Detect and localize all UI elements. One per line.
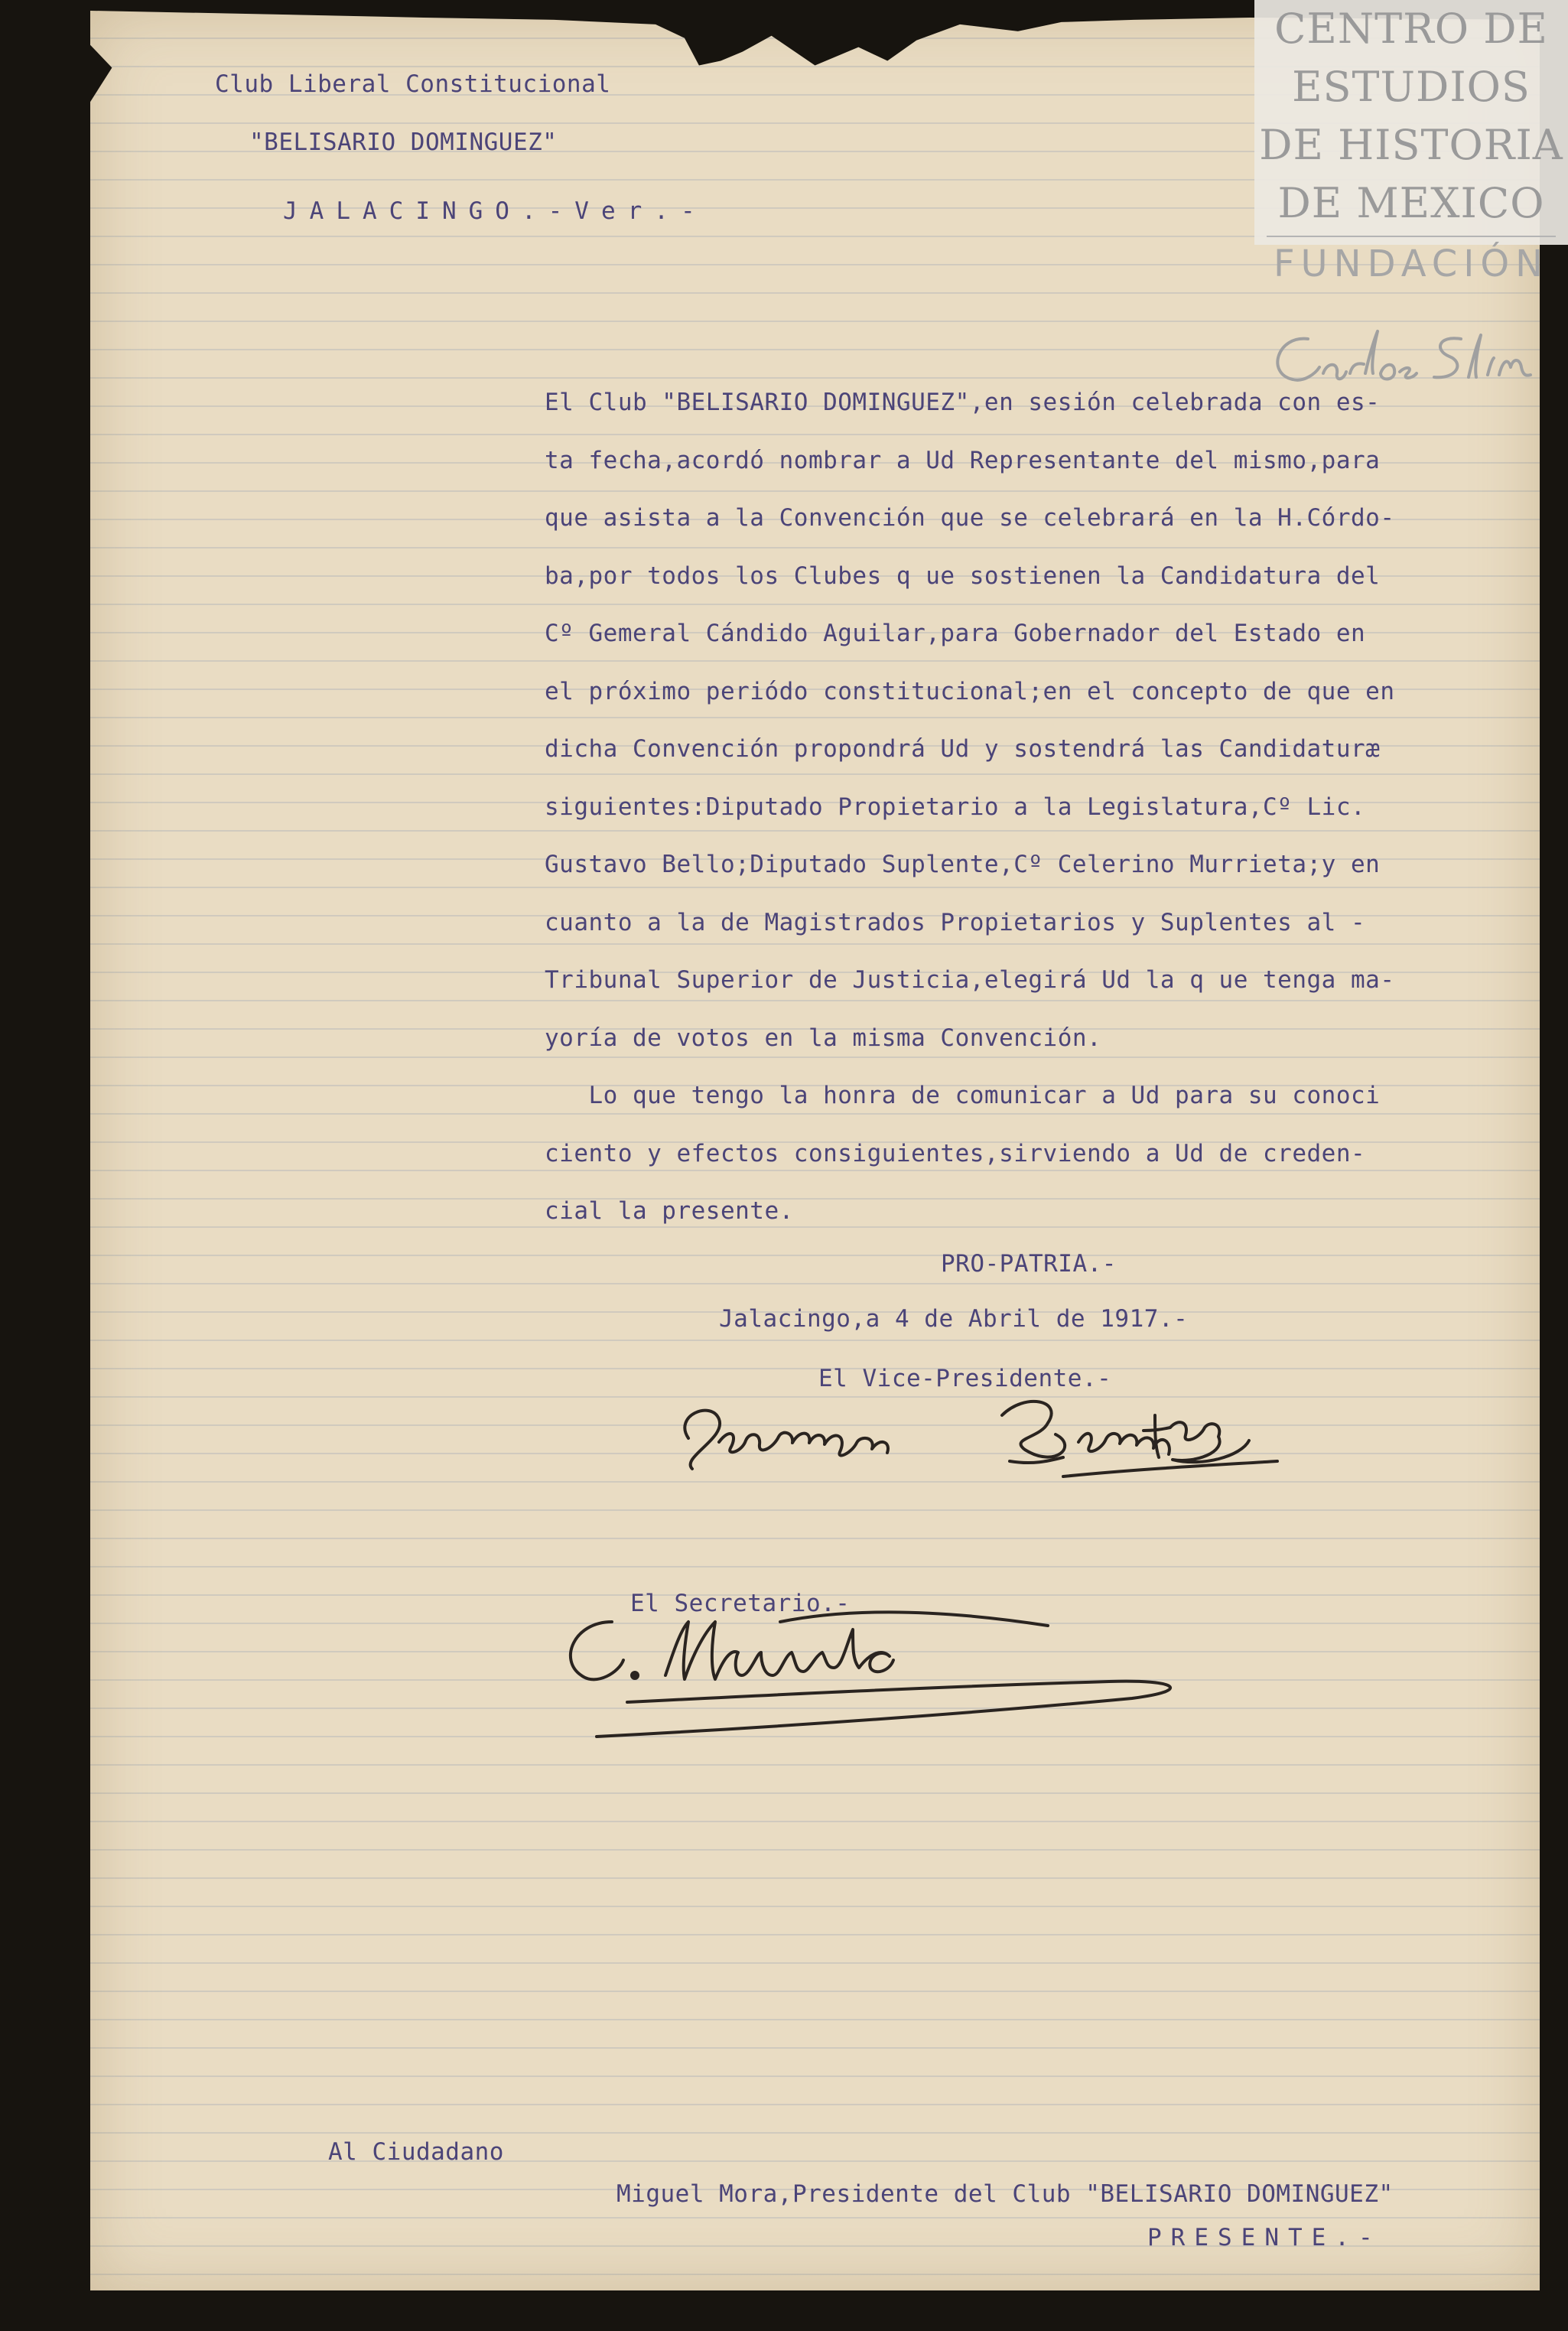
body-line: que asista a la Convención que se celebrará en la H.Córdo-	[545, 504, 1395, 532]
watermark-line: DE MEXICO	[1277, 179, 1545, 227]
addressee-name: Miguel Mora,Presidente del Club "BELISARIO DOMINGUEZ"	[616, 2180, 1394, 2208]
club-name-line: Club Liberal Constitucional	[215, 70, 611, 98]
club-title-line: "BELISARIO DOMINGUEZ"	[249, 129, 558, 156]
watermark-line: ESTUDIOS	[1292, 63, 1531, 111]
presente-line: PRESENTE.-	[1147, 2224, 1382, 2251]
secretary-signature	[551, 1591, 1209, 1752]
body-line: siguientes:Diputado Propietario a la Legislatura,Cº Lic.	[545, 793, 1366, 821]
body-line: cial la presente.	[545, 1197, 794, 1225]
watermark-line: CENTRO DE	[1274, 5, 1548, 53]
vice-president-title: El Vice-Presidente.-	[818, 1365, 1112, 1392]
body-line: Lo que tengo la honra de comunicar a Ud para su conoci	[545, 1082, 1381, 1109]
date-line: Jalacingo,a 4 de Abril de 1917.-	[719, 1305, 1189, 1333]
watermark-signature-logo	[1262, 320, 1553, 396]
body-line: ciento y efectos consiguientes,sirviendo a Ud de creden-	[545, 1139, 1366, 1167]
secretary-title: El Secretario.-	[630, 1590, 851, 1617]
body-line: ta fecha,acordó nombrar a Ud Representante del mismo,para	[545, 446, 1381, 474]
body-line: El Club "BELISARIO DOMINGUEZ",en sesión celebrada con es-	[545, 389, 1381, 416]
body-line: Gustavo Bello;Diputado Suplente,Cº Celerino Murrieta;y en	[545, 851, 1381, 878]
body-line: Cº Gemeral Cándido Aguilar,para Gobernador del Estado en	[545, 620, 1366, 647]
body-line: Tribunal Superior de Justicia,elegirá Ud la q ue tenga ma-	[545, 966, 1395, 994]
body-line: el próximo periódo constitucional;en el concepto de que en	[545, 677, 1395, 705]
archive-watermark	[1254, 0, 1568, 285]
body-line: yoría de votos en la misma Convención.	[545, 1024, 1102, 1052]
watermark-line: DE HISTORIA	[1259, 121, 1563, 169]
body-line: dicha Convención propondrá Ud y sostendrá las Candidaturæ	[545, 735, 1381, 763]
salutation: Al Ciudadano	[328, 2138, 504, 2166]
motto: PRO-PATRIA.-	[941, 1250, 1117, 1278]
vice-president-signature	[665, 1385, 1323, 1484]
club-location-line: JALACINGO.-Ver.-	[283, 197, 708, 225]
body-line: ba,por todos los Clubes q ue sostienen la Candidatura del	[545, 562, 1381, 590]
body-line: cuanto a la de Magistrados Propietarios y Suplentes al -	[545, 908, 1366, 936]
watermark-divider	[1267, 236, 1556, 237]
letter-body	[545, 389, 1508, 1255]
watermark-fundacion: FUNDACIÓN	[1273, 243, 1550, 285]
